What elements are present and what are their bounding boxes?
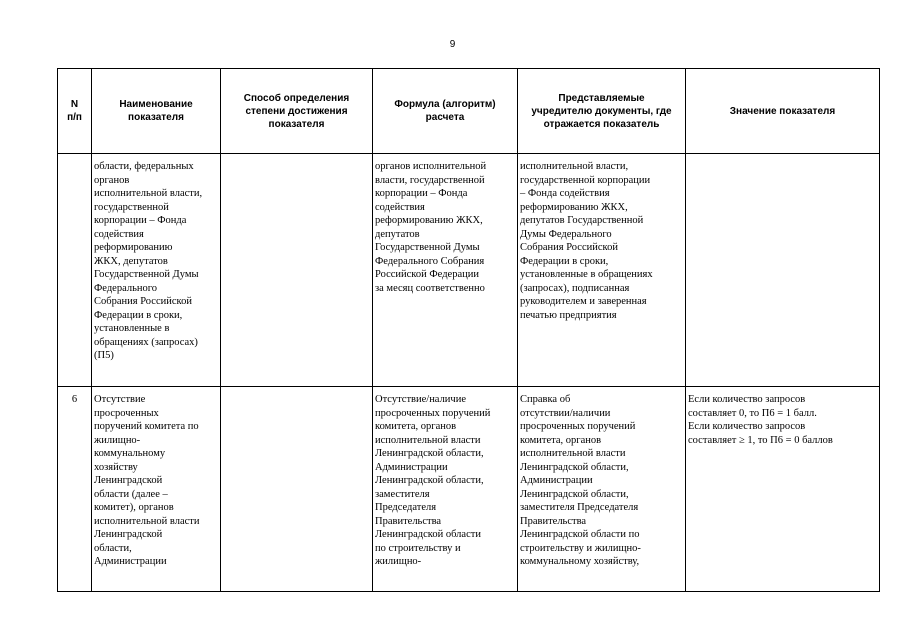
header-method-label: Способ определения степени достижения показателя (243, 92, 350, 130)
cell-method (221, 387, 373, 592)
cell-method (221, 154, 373, 387)
row-number (58, 154, 91, 160)
header-documents-label: Представляемые учредителю документы, где отражается показатель (531, 92, 672, 130)
header-name (92, 69, 221, 154)
header-formula (373, 69, 518, 154)
indicator-name: области, федеральных органов исполнительной власти, государственной корпорации – Фонда содействия реформированию ЖКХ, депутатов Государственной Думы Федерального Собрания Российской Федерации в сроки, установленные в обращениях (запросах) (П5) (94, 161, 203, 361)
header-method (221, 69, 373, 154)
cell-name (92, 387, 221, 592)
indicator-name: Отсутствие просроченных поручений комитета по жилищно- коммунальному хозяйству Ленинградской области (далее – комитет), органов исполнительной власти Ленинградской области, Администрации (94, 394, 200, 567)
table-row (58, 154, 880, 387)
header-number-label: N п/п (67, 99, 82, 123)
indicator-method (221, 154, 372, 162)
indicator-table (57, 68, 880, 592)
header-value-label: Значение показателя (729, 105, 836, 117)
cell-number (58, 387, 92, 592)
header-documents (518, 69, 686, 154)
row-number: 6 (71, 394, 78, 405)
cell-name (92, 154, 221, 387)
cell-formula (373, 387, 518, 592)
cell-documents (518, 154, 686, 387)
cell-value (686, 154, 880, 387)
cell-documents (518, 387, 686, 592)
header-name-label: Наименование показателя (119, 99, 193, 123)
cell-formula (373, 154, 518, 387)
indicator-value (686, 154, 879, 162)
header-value (686, 69, 880, 154)
indicator-documents: Справка об отсутствии/наличии просроченных поручений комитета, органов исполнительной власти Ленинградской области, Администрации Ленинградской области, заместителя Председателя Правительства Ленинградской области по строительству и жилищно- коммунальному хозяйству, (520, 394, 641, 567)
indicator-method (221, 387, 372, 395)
page-number: 9 (449, 39, 456, 50)
cell-number (58, 154, 92, 387)
indicator-documents: исполнительной власти, государственной корпорации – Фонда содействия реформированию ЖКХ, депутатов Государственной Думы Федерального Собрания Российской Федерации в сроки, установленные в обращениях (запросах), подписанная руководителем и заверенная печатью предприятия (520, 161, 653, 321)
header-formula-label: Формула (алгоритм) расчета (394, 99, 496, 123)
indicator-formula: органов исполнительной власти, государственной корпорации – Фонда содействия реформированию ЖКХ, депутатов Государственной Думы Федерального Собрания Российской Федерации за месяц соответственно (375, 161, 487, 294)
header-number (58, 69, 92, 154)
table-header-row (58, 69, 880, 154)
indicator-formula: Отсутствие/наличие просроченных поручений комитета, органов исполнительной власти Ленинградской области, Администрации Ленинградской области, заместителя Председателя Правительства Ленинградской области по строительству и жилищно- (375, 394, 491, 567)
cell-value (686, 387, 880, 592)
table-row (58, 387, 880, 592)
indicator-value: Если количество запросов составляет 0, то П6 = 1 балл. Если количество запросов составляет ≥ 1, то П6 = 0 баллов (688, 394, 833, 446)
